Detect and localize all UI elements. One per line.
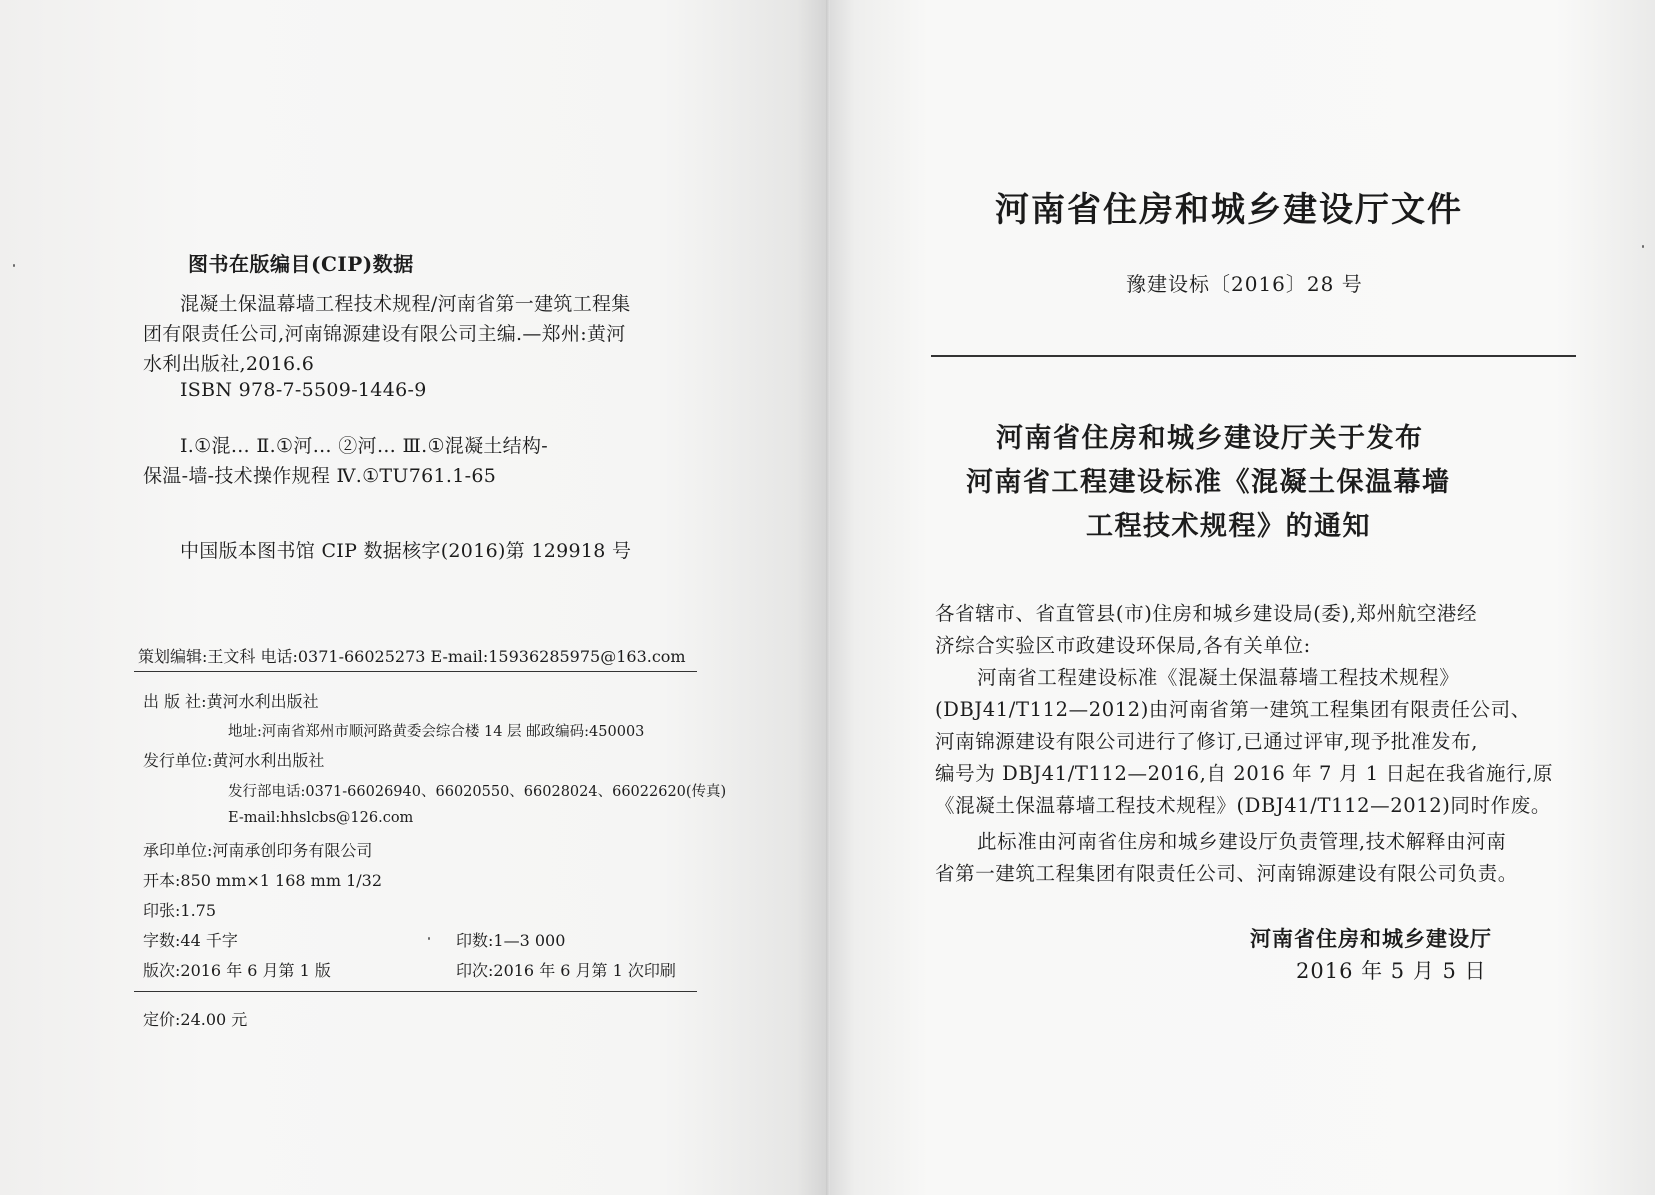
word-count: 字数:44 千字 [143, 931, 238, 950]
publisher-address: 地址:河南省郑州市顺河路黄委会综合楼 14 层 邮政编码:450003 [228, 724, 645, 740]
scan-speck [13, 264, 15, 267]
editor-line: 策划编辑:王文科 电话:0371-66025273 E-mail:15936285975@163.com [138, 647, 686, 666]
edition: 版次:2016 年 6 月第 1 版 [143, 961, 331, 980]
printed-sheets: 印张:1.75 [143, 901, 217, 920]
book-format: 开本:850 mm×1 168 mm 1/32 [143, 871, 383, 890]
document-number: 豫建设标〔2016〕28 号 [1126, 272, 1363, 296]
body-line-4: 编号为 DBJ41/T112—2016,自 2016 年 7 月 1 日起在我省施行,原 [935, 762, 1554, 785]
cip-line-3: 水利出版社,2016.6 [143, 353, 315, 375]
notice-title-line-2: 河南省工程建设标准《混凝土保温幕墙 [966, 467, 1451, 498]
distributor: 发行单位:黄河水利出版社 [143, 751, 325, 770]
header-divider [931, 355, 1576, 357]
distributor-phone: 发行部电话:0371-66026940、66020550、66028024、66022620(传真) [228, 784, 727, 800]
addressee-line-1: 各省辖市、省直管县(市)住房和城乡建设局(委),郑州航空港经 [935, 602, 1478, 625]
imprint-top-rule [134, 671, 697, 672]
scan-speck [428, 937, 430, 940]
cip-classification-2: 保温-墙-技术操作规程 Ⅳ.①TU761.1-65 [143, 465, 497, 487]
distributor-email: E-mail:hhslcbs@126.com [228, 810, 414, 826]
document-header: 河南省住房和城乡建设厅文件 [995, 190, 1463, 230]
cip-line-2: 团有限责任公司,河南锦源建设有限公司主编.—郑州:黄河 [143, 323, 626, 345]
cip-classification-1: Ⅰ.①混… Ⅱ.①河… ②河… Ⅲ.①混凝土结构- [180, 435, 548, 457]
signatory: 河南省住房和城乡建设厅 [1250, 927, 1492, 951]
right-page [830, 0, 1655, 1195]
addressee-line-2: 济综合实验区市政建设环保局,各有关单位: [935, 634, 1311, 657]
publisher: 出 版 社:黄河水利出版社 [143, 692, 319, 711]
imprint-bottom-rule [134, 991, 697, 992]
price: 定价:24.00 元 [143, 1010, 248, 1029]
printing: 印次:2016 年 6 月第 1 次印刷 [456, 961, 676, 980]
cip-record-number: 中国版本图书馆 CIP 数据核字(2016)第 129918 号 [180, 540, 632, 562]
print-run: 印数:1—3 000 [456, 931, 566, 950]
cip-line-1: 混凝土保温幕墙工程技术规程/河南省第一建筑工程集 [180, 293, 631, 315]
body-line-6: 此标准由河南省住房和城乡建设厅负责管理,技术解释由河南 [977, 830, 1507, 853]
notice-title-line-3: 工程技术规程》的通知 [1086, 511, 1371, 542]
body-line-1: 河南省工程建设标准《混凝土保温幕墙工程技术规程》 [977, 666, 1460, 689]
printer: 承印单位:河南承创印务有限公司 [143, 841, 373, 860]
body-line-2: (DBJ41/T112—2012)由河南省第一建筑工程集团有限责任公司、 [935, 698, 1531, 721]
notice-title-line-1: 河南省住房和城乡建设厅关于发布 [996, 423, 1424, 454]
cip-heading: 图书在版编目(CIP)数据 [188, 252, 414, 276]
scan-speck [1642, 245, 1644, 248]
body-line-5: 《混凝土保温幕墙工程技术规程》(DBJ41/T112—2012)同时作废。 [935, 794, 1551, 817]
cip-isbn: ISBN 978-7-5509-1446-9 [180, 379, 427, 401]
body-line-3: 河南锦源建设有限公司进行了修订,已通过评审,现予批准发布, [935, 730, 1478, 753]
body-line-7: 省第一建筑工程集团有限责任公司、河南锦源建设有限公司负责。 [935, 862, 1518, 885]
issue-date: 2016 年 5 月 5 日 [1296, 959, 1487, 983]
